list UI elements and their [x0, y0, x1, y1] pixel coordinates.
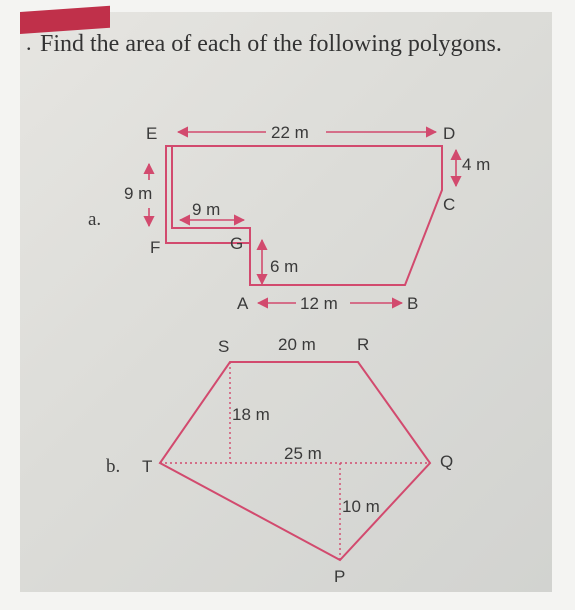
vertex-d: D	[443, 124, 456, 143]
dim-fg: 9 m	[192, 200, 221, 219]
figure-a-label: a.	[88, 209, 102, 230]
vertex-c: C	[443, 195, 456, 214]
figure-b-label: b.	[106, 456, 121, 477]
dim-height-s: 18 m	[232, 405, 270, 424]
dim-ed: 22 m	[271, 123, 309, 142]
dim-dc: 4 m	[462, 155, 491, 174]
vertex-f: F	[150, 238, 161, 257]
figure-a	[88, 123, 490, 313]
vertex-t: T	[142, 457, 153, 476]
vertex-p: P	[334, 567, 346, 586]
question-marker: .	[26, 30, 32, 55]
vertex-e: E	[146, 124, 158, 143]
question-text: Find the area of each of the following polygons.	[40, 31, 502, 57]
vertex-g: G	[230, 234, 244, 253]
dim-tq: 25 m	[284, 444, 322, 463]
vertex-q: Q	[440, 452, 454, 471]
vertex-r: R	[357, 335, 370, 354]
vertex-b: B	[407, 294, 419, 313]
vertex-a: A	[237, 294, 249, 313]
dim-sr: 20 m	[278, 335, 316, 354]
vertex-s: S	[218, 337, 230, 356]
dim-height-p: 10 m	[342, 497, 380, 516]
dim-ab: 12 m	[300, 294, 338, 313]
step-inner-line	[172, 146, 250, 243]
dim-ga: 6 m	[270, 257, 299, 276]
dim-ef: 9 m	[124, 184, 153, 203]
figure-b	[106, 335, 453, 586]
